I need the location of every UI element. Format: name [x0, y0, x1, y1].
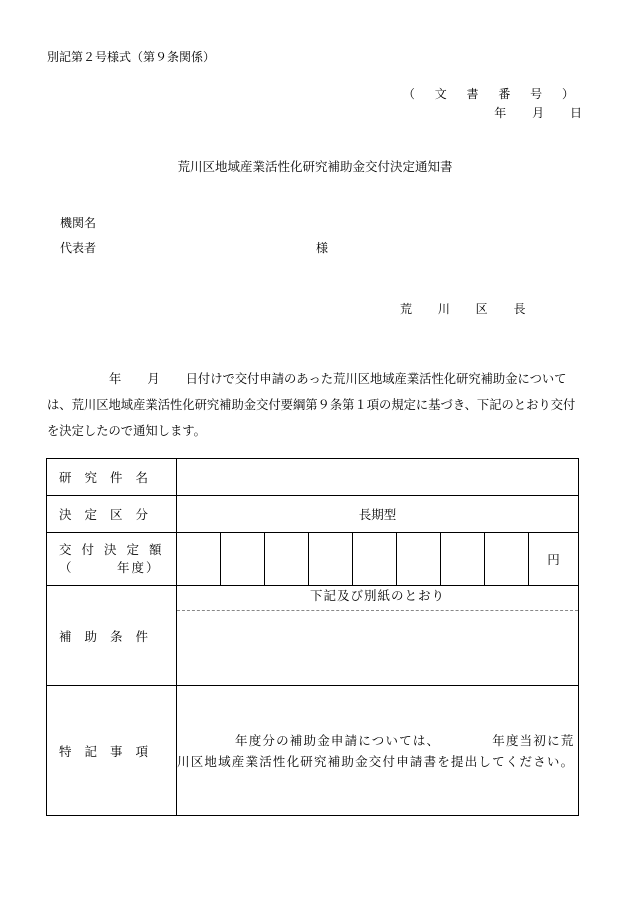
decision-type-value: 長期型: [177, 496, 579, 533]
amount-digit-cell[interactable]: [397, 533, 441, 586]
research-name-value[interactable]: [177, 459, 579, 496]
row-amount: [47, 533, 579, 586]
amount-digit-cell[interactable]: [221, 533, 265, 586]
amount-digit-cell[interactable]: [441, 533, 485, 586]
amount-digit-cell[interactable]: [265, 533, 309, 586]
honorific-sama: 様: [316, 241, 329, 255]
amount-digit-cell[interactable]: [485, 533, 529, 586]
conditions-cell: [177, 586, 579, 686]
row-research-name: [47, 459, 579, 496]
body-month: 月: [147, 372, 160, 386]
date-day: 日: [569, 106, 582, 120]
body-line2: 荒川区地域産業活性化研究補助金交付要綱第９条第１項の規定に基づき、下記のとおり交付を決定したので通知します。: [47, 398, 576, 438]
yen-unit: 円: [529, 533, 579, 586]
notice-body: [47, 366, 587, 444]
amount-fiscal-year-label: （ 年度）: [59, 560, 161, 575]
special-part3: 荒川区地域産業活性化研究補助金交付申請書を提出してください。: [177, 732, 575, 769]
issuer-name: 荒 川 区 長: [400, 302, 537, 316]
amount-label-cell: [47, 533, 177, 586]
date-month: 月: [532, 106, 545, 120]
research-name-label: 研究件名: [47, 459, 177, 496]
amount-digit-cell[interactable]: [177, 533, 221, 586]
date-year: 年: [494, 106, 507, 120]
amount-digit-cell[interactable]: [309, 533, 353, 586]
row-conditions: [47, 586, 579, 686]
document-date: [494, 104, 582, 121]
organization-label: 機関名: [60, 216, 97, 230]
conditions-label: 補助条件: [47, 586, 177, 686]
row-special-notes: [47, 686, 579, 816]
document-number: （ 文 書 番 号 ）: [402, 87, 582, 101]
special-part2: 年度当初に: [492, 732, 561, 748]
body-line1: 日付けで交付申請のあった荒川区地域産業活性化研究補助金については、: [47, 372, 567, 412]
amount-digit-cell[interactable]: [353, 533, 397, 586]
conditions-value: 下記及び別紙のとおり: [177, 586, 578, 611]
form-number-label: 別記第２号様式（第９条関係）: [47, 50, 216, 64]
document-title: 荒川区地域産業活性化研究補助金交付決定通知書: [177, 159, 453, 174]
decision-table: [46, 458, 579, 816]
body-year: 年: [109, 372, 122, 386]
amount-label: 交付決定額: [59, 542, 172, 557]
decision-type-label: 決定区分: [47, 496, 177, 533]
representative-label: 代表者: [60, 241, 97, 255]
special-notes-value: [177, 686, 579, 816]
row-decision-type: [47, 496, 579, 533]
special-notes-label: 特記事項: [47, 686, 177, 816]
special-part1: 年度分の補助金申請については、: [235, 732, 441, 748]
